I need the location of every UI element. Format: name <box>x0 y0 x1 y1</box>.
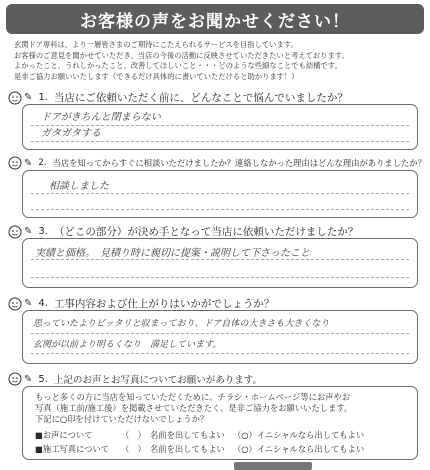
question-3-heading <box>8 224 424 239</box>
smiley-question-icon <box>8 156 22 170</box>
smiley-question-icon <box>8 372 22 386</box>
consent-choice[interactable]: （○）イニシャルなら出してもよい <box>233 444 365 454</box>
intro-line: お客様のご意見を聞かせていただき、当店の今後の活動に反映させていただきたいと考えております。 <box>14 50 349 60</box>
consent-row-photo <box>35 443 409 455</box>
pencil-icon: ✎ <box>24 373 33 385</box>
question-1-heading <box>8 90 424 105</box>
answer-text: 思っていたよりピッタリと収まっており、ドア自体の大きさも大きくなり <box>33 319 330 329</box>
request-line: 写真（施工前/施工後）を掲載させていただきたく、是非ご協力をお願いいたします。 <box>35 403 353 413</box>
answer-box-1 <box>22 104 418 150</box>
intro-text <box>14 40 420 82</box>
intro-line: よかったこと、うれしかったこと、改善してほしいこと・・・どのような些細なことでも結構です。 <box>14 61 342 71</box>
consent-label: ■施工写真について <box>35 444 110 454</box>
pencil-icon: ✎ <box>24 298 33 309</box>
question-text: 当店を知ってからすぐに相談いただけましたか？連絡しなかった理由はどんな理由がありましたか？ <box>52 158 426 168</box>
question-text: 工事内容および仕上がりはいかがでしょうか？ <box>53 298 275 310</box>
consent-choice[interactable]: （○）イニシャルなら出してもよい <box>233 430 365 440</box>
consent-label: ■お声について <box>35 430 93 440</box>
request-line: もっと多くの方に当店を知っていただくために、チラシ・ホームページ等にお声やお <box>35 392 351 402</box>
smiley-question-icon <box>8 297 22 311</box>
question-number: 1. <box>38 92 48 103</box>
pencil-icon: ✎ <box>24 92 33 103</box>
page-title-banner <box>6 4 424 34</box>
answer-box-3 <box>22 238 418 288</box>
question-number: 2. <box>38 158 47 168</box>
pencil-icon: ✎ <box>24 226 33 237</box>
question-number: 3. <box>38 226 48 237</box>
question-text: 上記のお声とお写真についてお願いがあります。 <box>53 375 262 386</box>
consent-row-voice <box>35 429 409 441</box>
page-title: お客様の声をお聞かせください！ <box>80 11 350 32</box>
question-text: 当店にご依頼いただく前に、どんなことで悩んでいましたか？ <box>53 92 348 104</box>
intro-line: 玄関ドア専科は、より一層皆さまのご期待にこたえられるサービスを目指しています。 <box>14 40 298 49</box>
smiley-question-icon <box>8 225 22 239</box>
request-line: 下記に○印を付けていただけないでしょうか？ <box>35 414 209 424</box>
question-number: 5. <box>38 373 48 385</box>
question-text: （どこの部分）が決め手となって当店に依頼いただけましたか？ <box>53 226 359 238</box>
smiley-question-icon <box>8 91 22 105</box>
pencil-icon: ✎ <box>24 157 33 169</box>
question-4-heading <box>8 296 424 311</box>
answer-text: 玄関が以前より明るくなり 満足しています。 <box>33 340 222 350</box>
answer-box-4 <box>22 310 418 364</box>
question-2-heading <box>8 156 424 170</box>
question-5-heading <box>8 372 424 386</box>
answer-text: 相談しました <box>49 181 109 192</box>
consent-choice[interactable]: （ ） 名前を出してもよい <box>121 430 225 440</box>
question-number: 4. <box>38 298 48 309</box>
consent-box <box>22 386 418 460</box>
intro-line: 是非ご協力お願いいたします（できるだけ具体的に書いていただけると助かります！） <box>14 71 299 81</box>
answer-text: ガタガタする <box>41 128 101 139</box>
consent-choice[interactable]: （ ） 名前を出してもよい <box>121 444 225 454</box>
footer-stamp <box>234 462 312 470</box>
answer-text: 実績と価格。 見積り時に親切に提案・説明して下さったこと <box>35 248 310 259</box>
answer-box-2 <box>22 170 418 218</box>
answer-text: ドアがきちんと閉まらない <box>41 112 161 123</box>
